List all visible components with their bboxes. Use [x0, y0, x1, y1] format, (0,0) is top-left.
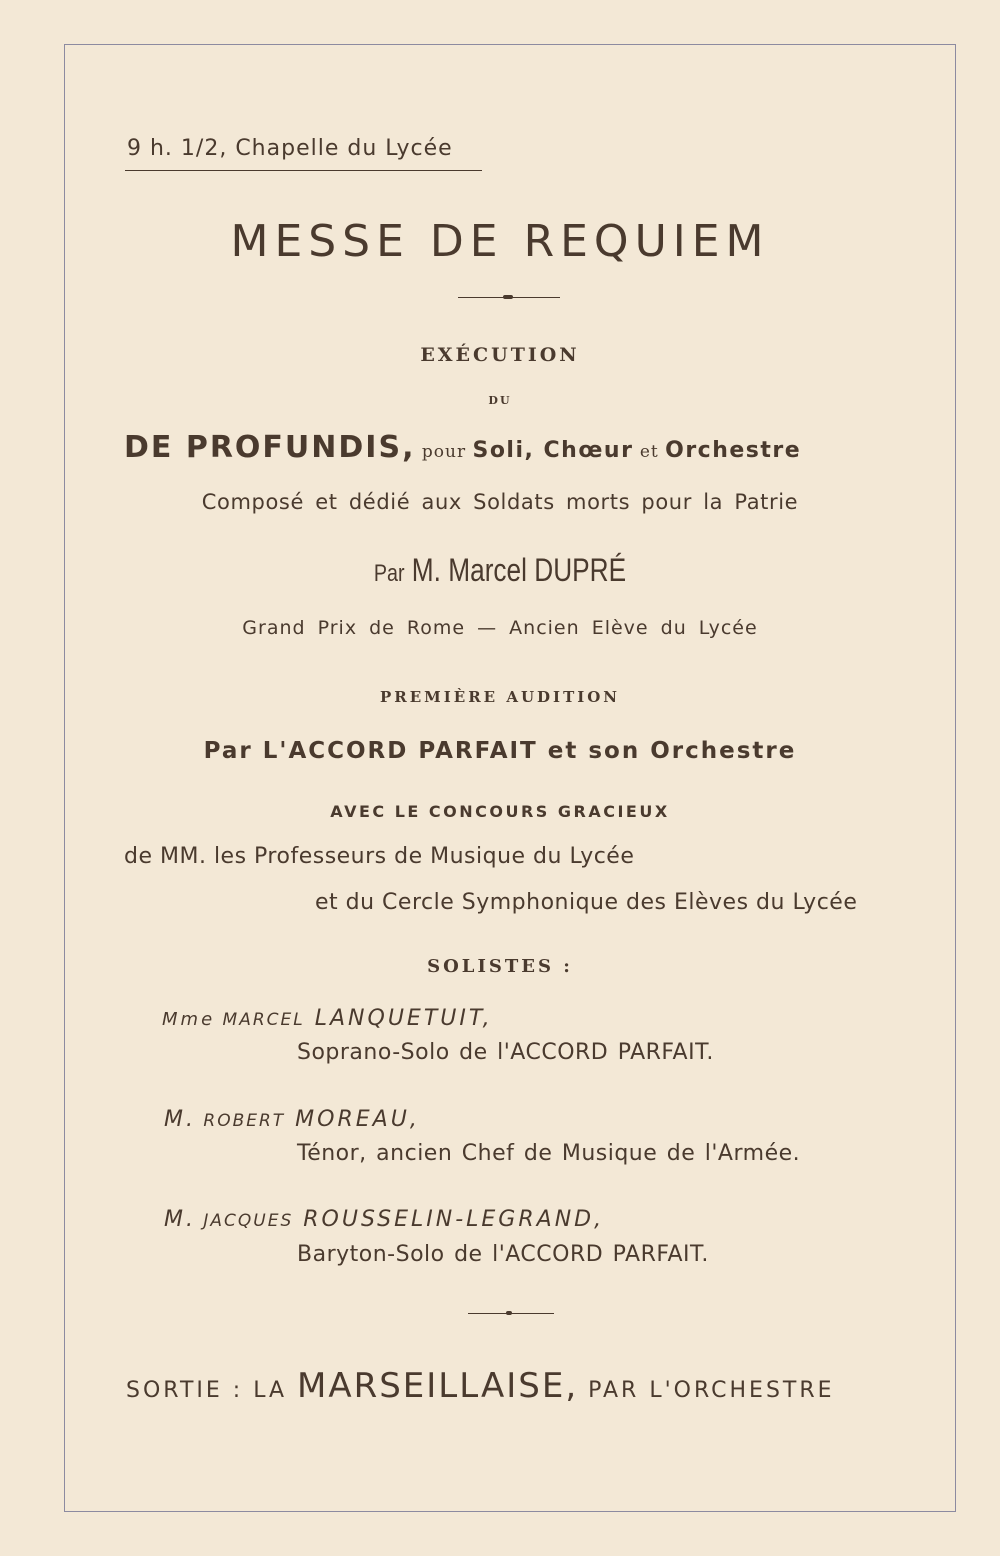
du-label: DU: [488, 394, 512, 407]
soloist-last: ROUSSELIN-LEGRAND,: [293, 1207, 605, 1232]
soloist-last: LANQUETUIT,: [304, 1006, 493, 1031]
professors-line-2: et du Cercle Symphonique des Elèves du Lycée: [315, 890, 858, 915]
soloist-prefix: M.: [164, 1107, 196, 1132]
soloist-first: JACQUES: [195, 1211, 294, 1231]
soloist-role-3: Baryton-Solo de l'ACCORD PARFAIT.: [297, 1242, 709, 1267]
composer-line: [90, 552, 910, 589]
work-title: [124, 430, 801, 465]
execution-heading: EXÉCUTION: [420, 344, 580, 366]
work-orchestre: Orchestre: [665, 438, 802, 463]
composer-titles: Grand Prix de Rome — Ancien Elève du Lycée: [242, 617, 758, 639]
performers-line: Par L'ACCORD PARFAIT et son Orchestre: [203, 738, 797, 764]
premiere-heading: PREMIÈRE AUDITION: [379, 688, 621, 706]
ornament-dot-bottom: [506, 1311, 512, 1315]
soloist-name-2: [164, 1107, 420, 1132]
ornament-dot-top: [503, 295, 513, 299]
sortie-by: PAR L'ORCHESTRE: [578, 1378, 835, 1403]
work-pour: pour: [415, 442, 473, 462]
work-de: DE: [124, 430, 186, 465]
composer-par: Par: [373, 560, 405, 587]
composer-name: M. Marcel DUPRÉ: [404, 552, 627, 588]
concours-heading: AVEC LE CONCOURS GRACIEUX: [330, 802, 670, 821]
soloist-first: MARCEL: [215, 1010, 305, 1030]
sortie-line: [126, 1366, 835, 1406]
sortie-label: SORTIE : LA: [126, 1378, 297, 1403]
work-soli: Soli, Chœur: [472, 438, 634, 463]
soloist-role-1: Soprano-Solo de l'ACCORD PARFAIT.: [297, 1040, 714, 1065]
soloist-prefix: M.: [164, 1207, 196, 1232]
soloist-prefix: Mme: [162, 1009, 216, 1030]
soloists-heading: SOLISTES :: [427, 956, 573, 977]
professors-line-1: de MM. les Professeurs de Musique du Lycée: [124, 844, 635, 869]
time-underline: [125, 170, 482, 171]
soloist-role-2: Ténor, ancien Chef de Musique de l'Armée.: [297, 1141, 801, 1166]
soloist-name-3: [164, 1207, 604, 1232]
soloist-name-1: [162, 1006, 493, 1031]
soloist-first: ROBERT: [195, 1111, 286, 1131]
time-place: 9 h. 1/2, Chapelle du Lycée: [127, 136, 453, 161]
sortie-piece: MARSEILLAISE,: [297, 1366, 579, 1406]
page-title: MESSE DE REQUIEM: [230, 216, 770, 267]
soloist-last: MOREAU,: [285, 1107, 420, 1132]
dedication: Composé et dédié aux Soldats morts pour la Patrie: [201, 490, 799, 514]
work-et: et: [633, 442, 666, 462]
work-profundis: PROFUNDIS,: [185, 430, 416, 465]
